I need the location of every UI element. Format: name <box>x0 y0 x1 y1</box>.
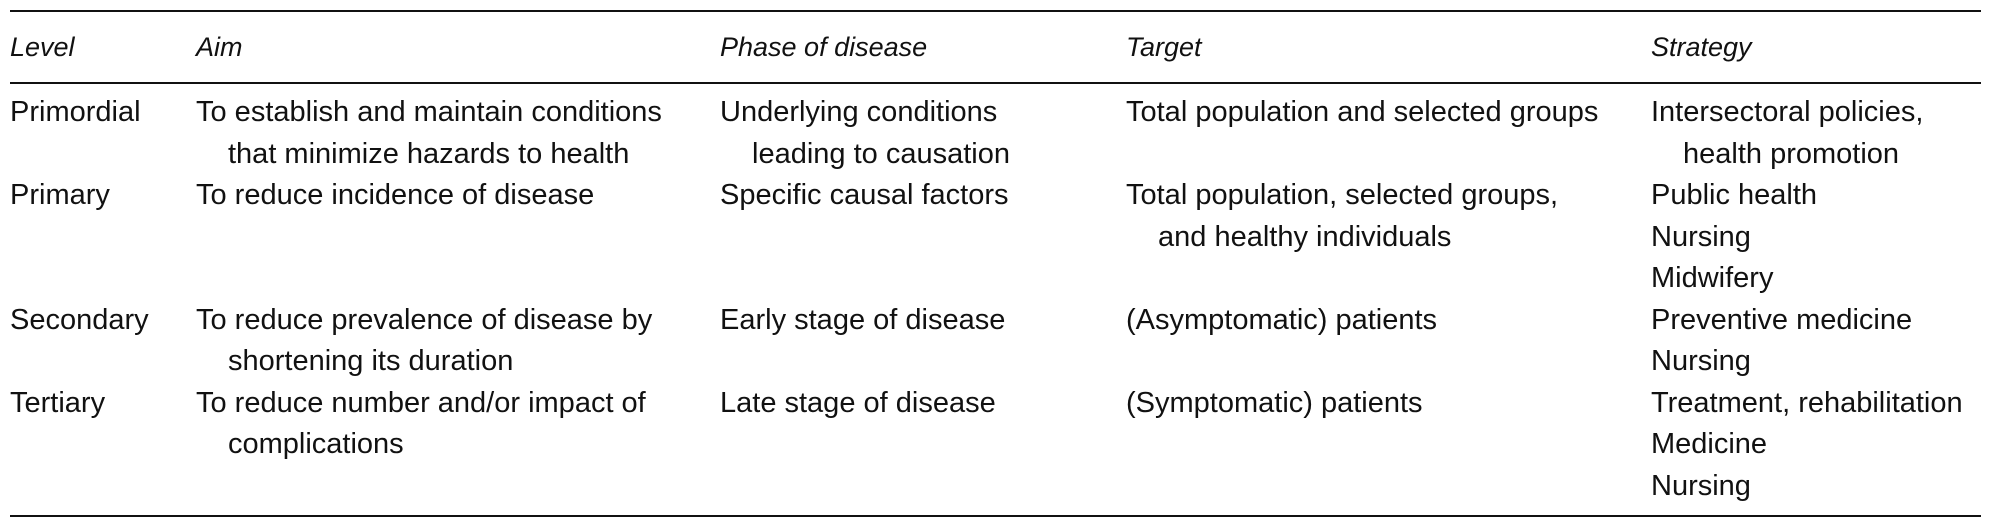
cell-strategy <box>1651 175 1981 300</box>
table-row <box>10 92 1981 175</box>
cell-phase <box>720 92 1126 175</box>
strategy-line: Nursing <box>1651 345 1751 377</box>
cell-aim <box>196 383 720 508</box>
target-line: Total population and selected groups <box>1126 96 1599 128</box>
aim-line: complications <box>228 428 404 460</box>
header-level: Level <box>10 31 75 62</box>
cell-aim <box>196 300 720 383</box>
phase-line: Underlying conditions <box>720 96 998 128</box>
cell-target <box>1126 92 1651 175</box>
strategy-line: Midwifery <box>1651 262 1774 294</box>
strategy-line: Preventive medicine <box>1651 303 1913 336</box>
cell-phase <box>720 175 1126 300</box>
phase-line: leading to causation <box>752 137 1010 170</box>
strategy-line: health promotion <box>1683 137 1900 170</box>
header-aim: Aim <box>196 31 243 62</box>
level-text: Primordial <box>10 96 141 128</box>
table-row <box>10 175 1981 300</box>
cell-strategy <box>1651 92 1981 175</box>
strategy-line: Public health <box>1651 179 1818 211</box>
phase-line: Late stage of disease <box>720 386 996 419</box>
header-strategy: Strategy <box>1651 31 1752 62</box>
strategy-line: Treatment, rehabilitation <box>1651 386 1963 419</box>
strategy-line: Intersectoral policies, <box>1651 96 1924 128</box>
aim-line: To reduce number and/or impact of <box>196 386 646 419</box>
target-line: (Symptomatic) patients <box>1126 386 1423 419</box>
cell-level <box>10 383 196 508</box>
cell-target <box>1126 175 1651 300</box>
table-header-row <box>10 12 1981 82</box>
cell-strategy <box>1651 300 1981 383</box>
cell-level <box>10 92 196 175</box>
strategy-line: Nursing <box>1651 469 1751 502</box>
table-body <box>10 84 1981 515</box>
phase-line: Specific causal factors <box>720 179 1009 211</box>
cell-aim <box>196 175 720 300</box>
strategy-line: Medicine <box>1651 428 1768 460</box>
header-phase: Phase of disease <box>720 31 928 62</box>
cell-target <box>1126 300 1651 383</box>
cell-strategy <box>1651 383 1981 508</box>
aim-line: shortening its duration <box>228 345 514 377</box>
header-target: Target <box>1126 31 1202 62</box>
table-row <box>10 383 1981 508</box>
aim-line: To reduce incidence of disease <box>196 179 595 211</box>
level-text: Secondary <box>10 303 149 336</box>
aim-line: that minimize hazards to health <box>228 137 630 170</box>
target-line: and healthy individuals <box>1158 220 1452 253</box>
aim-line: To reduce prevalence of disease by <box>196 303 653 336</box>
level-text: Primary <box>10 179 110 211</box>
cell-phase <box>720 383 1126 508</box>
prevention-levels-table <box>10 10 1981 517</box>
table-row <box>10 300 1981 383</box>
cell-level <box>10 300 196 383</box>
cell-aim <box>196 92 720 175</box>
cell-phase <box>720 300 1126 383</box>
target-line: (Asymptomatic) patients <box>1126 303 1438 336</box>
phase-line: Early stage of disease <box>720 303 1006 336</box>
cell-target <box>1126 383 1651 508</box>
strategy-line: Nursing <box>1651 220 1751 253</box>
table-bottom-rule <box>10 515 1981 517</box>
target-line: Total population, selected groups, <box>1126 179 1559 211</box>
level-text: Tertiary <box>10 386 106 419</box>
aim-line: To establish and maintain conditions <box>196 96 662 128</box>
cell-level <box>10 175 196 300</box>
